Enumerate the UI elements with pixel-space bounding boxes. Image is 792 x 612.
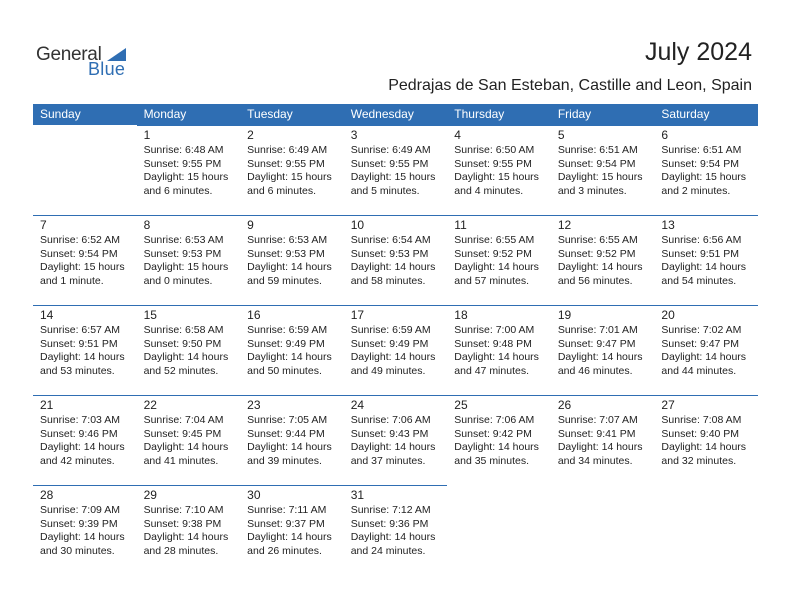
sunrise-text: Sunrise: 7:06 AM bbox=[454, 414, 535, 426]
daylight-text: Daylight: 14 hours bbox=[247, 441, 332, 453]
daylight-minutes-text: and 50 minutes. bbox=[247, 364, 322, 377]
daylight-text: Daylight: 14 hours bbox=[454, 441, 539, 453]
sunrise-text: Sunrise: 7:06 AM bbox=[350, 414, 431, 426]
daylight-minutes-text: and 56 minutes. bbox=[557, 274, 633, 287]
day-cell bbox=[137, 395, 241, 485]
sunset-text: Sunset: 9:54 PM bbox=[557, 157, 636, 170]
sunrise-text: Sunrise: 7:08 AM bbox=[661, 414, 742, 426]
daylight-minutes-text: and 47 minutes. bbox=[454, 364, 529, 377]
day-cell bbox=[240, 125, 344, 215]
sunrise-text: Sunrise: 7:03 AM bbox=[40, 414, 120, 426]
sunset-text: Sunset: 9:40 PM bbox=[661, 427, 740, 440]
sunset-text: Sunset: 9:51 PM bbox=[661, 247, 740, 260]
daylight-text: Daylight: 14 hours bbox=[350, 531, 436, 543]
day-number: 29 bbox=[143, 488, 157, 502]
sunset-text: Sunset: 9:53 PM bbox=[350, 247, 429, 260]
daylight-text: Daylight: 15 hours bbox=[143, 171, 229, 183]
day-number: 19 bbox=[557, 308, 572, 322]
daylight-text: Daylight: 14 hours bbox=[247, 261, 332, 273]
day-cell bbox=[240, 305, 344, 395]
logo-blue-text: Blue bbox=[88, 59, 126, 79]
daylight-minutes-text: and 0 minutes. bbox=[143, 274, 213, 287]
day-cell bbox=[654, 125, 758, 215]
daylight-minutes-text: and 24 minutes. bbox=[350, 544, 426, 557]
daylight-text: Daylight: 14 hours bbox=[454, 351, 539, 363]
day-number: 24 bbox=[350, 398, 365, 412]
day-cell bbox=[551, 125, 655, 215]
weekday-saturday: Saturday bbox=[661, 107, 710, 121]
daylight-minutes-text: and 26 minutes. bbox=[247, 544, 322, 557]
weekday-header bbox=[33, 104, 758, 125]
day-cell bbox=[137, 485, 241, 575]
daylight-minutes-text: and 1 minute. bbox=[40, 274, 104, 287]
daylight-minutes-text: and 41 minutes. bbox=[143, 454, 219, 467]
day-number: 30 bbox=[247, 488, 261, 502]
sunrise-text: Sunrise: 6:52 AM bbox=[40, 234, 120, 246]
daylight-text: Daylight: 15 hours bbox=[454, 171, 539, 183]
sunset-text: Sunset: 9:45 PM bbox=[143, 427, 222, 440]
day-cell bbox=[240, 215, 344, 305]
day-cell bbox=[654, 215, 758, 305]
daylight-minutes-text: and 49 minutes. bbox=[350, 364, 426, 377]
sunrise-text: Sunrise: 7:11 AM bbox=[247, 504, 327, 516]
day-number: 18 bbox=[454, 308, 468, 322]
daylight-minutes-text: and 58 minutes. bbox=[350, 274, 426, 287]
empty-day-cell bbox=[551, 485, 655, 575]
weekday-friday: Friday bbox=[557, 107, 592, 121]
empty-day-cell bbox=[33, 125, 137, 215]
sunset-text: Sunset: 9:44 PM bbox=[247, 427, 325, 440]
day-number: 8 bbox=[143, 218, 151, 232]
day-number: 22 bbox=[143, 398, 157, 412]
sunset-text: Sunset: 9:47 PM bbox=[661, 337, 740, 350]
day-number: 27 bbox=[661, 398, 675, 412]
sunrise-text: Sunrise: 7:00 AM bbox=[454, 324, 535, 336]
daylight-text: Daylight: 14 hours bbox=[350, 441, 436, 453]
daylight-text: Daylight: 14 hours bbox=[40, 531, 125, 543]
sunrise-text: Sunrise: 6:54 AM bbox=[350, 234, 431, 246]
daylight-text: Daylight: 14 hours bbox=[143, 531, 229, 543]
daylight-text: Daylight: 14 hours bbox=[661, 351, 747, 363]
day-number: 20 bbox=[661, 308, 675, 322]
daylight-minutes-text: and 53 minutes. bbox=[40, 364, 115, 377]
empty-day-cell bbox=[654, 485, 758, 575]
weekday-tuesday: Tuesday bbox=[247, 107, 293, 121]
page-title: July 2024 bbox=[644, 38, 752, 66]
daylight-minutes-text: and 4 minutes. bbox=[454, 184, 524, 197]
sunset-text: Sunset: 9:42 PM bbox=[454, 427, 532, 440]
empty-day-cell bbox=[447, 485, 551, 575]
day-cell bbox=[447, 125, 551, 215]
sunrise-text: Sunrise: 6:53 AM bbox=[143, 234, 224, 246]
daylight-minutes-text: and 37 minutes. bbox=[350, 454, 426, 467]
day-cell bbox=[33, 215, 137, 305]
daylight-text: Daylight: 14 hours bbox=[557, 351, 643, 363]
sunset-text: Sunset: 9:39 PM bbox=[40, 517, 118, 530]
sunrise-text: Sunrise: 6:51 AM bbox=[557, 144, 638, 156]
day-number: 31 bbox=[350, 488, 365, 502]
day-number: 26 bbox=[557, 398, 572, 412]
day-number: 25 bbox=[454, 398, 468, 412]
daylight-minutes-text: and 28 minutes. bbox=[143, 544, 219, 557]
day-cell bbox=[447, 395, 551, 485]
daylight-text: Daylight: 14 hours bbox=[40, 441, 125, 453]
daylight-minutes-text: and 44 minutes. bbox=[661, 364, 737, 377]
daylight-text: Daylight: 14 hours bbox=[350, 261, 436, 273]
weekday-sunday: Sunday bbox=[40, 107, 81, 121]
daylight-minutes-text: and 52 minutes. bbox=[143, 364, 219, 377]
sunrise-text: Sunrise: 6:53 AM bbox=[247, 234, 328, 246]
location-subtitle: Pedrajas de San Esteban, Castille and Leon, Spain bbox=[388, 77, 752, 94]
day-number: 6 bbox=[661, 128, 669, 142]
daylight-text: Daylight: 15 hours bbox=[350, 171, 436, 183]
daylight-minutes-text: and 3 minutes. bbox=[557, 184, 627, 197]
sunrise-text: Sunrise: 6:56 AM bbox=[661, 234, 742, 246]
sunrise-text: Sunrise: 6:59 AM bbox=[247, 324, 328, 336]
weekday-thursday: Thursday bbox=[454, 107, 505, 121]
sunrise-text: Sunrise: 7:02 AM bbox=[661, 324, 742, 336]
day-number: 9 bbox=[247, 218, 254, 232]
day-number: 13 bbox=[661, 218, 675, 232]
day-number: 17 bbox=[350, 308, 365, 322]
day-cell bbox=[240, 395, 344, 485]
daylight-text: Daylight: 15 hours bbox=[247, 171, 332, 183]
daylight-minutes-text: and 59 minutes. bbox=[247, 274, 322, 287]
sunset-text: Sunset: 9:38 PM bbox=[143, 517, 222, 530]
day-number: 16 bbox=[247, 308, 261, 322]
daylight-text: Daylight: 14 hours bbox=[143, 441, 229, 453]
sunrise-text: Sunrise: 7:01 AM bbox=[557, 324, 638, 336]
logo-general-text: General bbox=[36, 44, 102, 65]
day-number: 2 bbox=[247, 128, 254, 142]
daylight-minutes-text: and 6 minutes. bbox=[143, 184, 213, 197]
day-number: 21 bbox=[40, 398, 54, 412]
sunset-text: Sunset: 9:55 PM bbox=[350, 157, 429, 170]
daylight-text: Daylight: 14 hours bbox=[143, 351, 229, 363]
daylight-text: Daylight: 15 hours bbox=[40, 261, 125, 273]
daylight-minutes-text: and 2 minutes. bbox=[661, 184, 731, 197]
sunrise-text: Sunrise: 6:55 AM bbox=[557, 234, 638, 246]
day-cell bbox=[654, 395, 758, 485]
sunset-text: Sunset: 9:52 PM bbox=[557, 247, 636, 260]
day-cell bbox=[33, 485, 137, 575]
weekday-monday: Monday bbox=[143, 107, 187, 121]
daylight-minutes-text: and 5 minutes. bbox=[350, 184, 420, 197]
sunrise-text: Sunrise: 7:05 AM bbox=[247, 414, 328, 426]
sunset-text: Sunset: 9:54 PM bbox=[661, 157, 740, 170]
sunset-text: Sunset: 9:49 PM bbox=[350, 337, 429, 350]
sunrise-text: Sunrise: 7:09 AM bbox=[40, 504, 120, 516]
sunrise-text: Sunrise: 7:10 AM bbox=[143, 504, 224, 516]
day-number: 1 bbox=[143, 128, 151, 142]
sunrise-text: Sunrise: 7:07 AM bbox=[557, 414, 638, 426]
day-cell bbox=[344, 485, 448, 575]
sunrise-text: Sunrise: 6:58 AM bbox=[143, 324, 224, 336]
sunset-text: Sunset: 9:54 PM bbox=[40, 247, 118, 260]
daylight-text: Daylight: 14 hours bbox=[350, 351, 436, 363]
sunset-text: Sunset: 9:55 PM bbox=[454, 157, 532, 170]
daylight-minutes-text: and 42 minutes. bbox=[40, 454, 115, 467]
day-cell bbox=[551, 305, 655, 395]
day-number: 11 bbox=[454, 218, 467, 232]
daylight-text: Daylight: 15 hours bbox=[661, 171, 747, 183]
day-cell bbox=[344, 395, 448, 485]
daylight-text: Daylight: 14 hours bbox=[454, 261, 539, 273]
day-number: 3 bbox=[350, 128, 358, 142]
weekday-wednesday: Wednesday bbox=[350, 107, 414, 121]
daylight-minutes-text: and 30 minutes. bbox=[40, 544, 115, 557]
sunset-text: Sunset: 9:55 PM bbox=[143, 157, 222, 170]
day-number: 14 bbox=[40, 308, 54, 322]
day-number: 10 bbox=[350, 218, 365, 232]
sunrise-text: Sunrise: 7:12 AM bbox=[350, 504, 431, 516]
sunset-text: Sunset: 9:48 PM bbox=[454, 337, 532, 350]
sunrise-text: Sunrise: 6:55 AM bbox=[454, 234, 535, 246]
daylight-text: Daylight: 14 hours bbox=[247, 351, 332, 363]
sunrise-text: Sunrise: 7:04 AM bbox=[143, 414, 224, 426]
daylight-text: Daylight: 14 hours bbox=[557, 261, 643, 273]
sunrise-text: Sunrise: 6:57 AM bbox=[40, 324, 120, 336]
day-cell bbox=[137, 215, 241, 305]
daylight-text: Daylight: 14 hours bbox=[661, 261, 747, 273]
daylight-text: Daylight: 14 hours bbox=[557, 441, 643, 453]
day-number: 5 bbox=[557, 128, 565, 142]
sunset-text: Sunset: 9:43 PM bbox=[350, 427, 429, 440]
daylight-text: Daylight: 15 hours bbox=[143, 261, 229, 273]
day-number: 12 bbox=[557, 218, 572, 232]
daylight-minutes-text: and 57 minutes. bbox=[454, 274, 529, 287]
day-cell bbox=[654, 305, 758, 395]
sunset-text: Sunset: 9:47 PM bbox=[557, 337, 636, 350]
day-cell bbox=[33, 305, 137, 395]
daylight-text: Daylight: 15 hours bbox=[557, 171, 643, 183]
daylight-minutes-text: and 35 minutes. bbox=[454, 454, 529, 467]
daylight-minutes-text: and 39 minutes. bbox=[247, 454, 322, 467]
day-number: 28 bbox=[40, 488, 54, 502]
day-cell bbox=[137, 125, 241, 215]
logo bbox=[36, 44, 136, 80]
sunrise-text: Sunrise: 6:48 AM bbox=[143, 144, 224, 156]
sunset-text: Sunset: 9:50 PM bbox=[143, 337, 222, 350]
day-cell bbox=[551, 395, 655, 485]
sunset-text: Sunset: 9:53 PM bbox=[247, 247, 325, 260]
calendar-grid bbox=[33, 125, 758, 575]
daylight-minutes-text: and 6 minutes. bbox=[247, 184, 317, 197]
daylight-text: Daylight: 14 hours bbox=[40, 351, 125, 363]
daylight-minutes-text: and 32 minutes. bbox=[661, 454, 737, 467]
day-cell bbox=[137, 305, 241, 395]
day-cell bbox=[447, 305, 551, 395]
day-cell bbox=[344, 215, 448, 305]
sunrise-text: Sunrise: 6:50 AM bbox=[454, 144, 535, 156]
sunrise-text: Sunrise: 6:51 AM bbox=[661, 144, 742, 156]
day-cell bbox=[344, 305, 448, 395]
day-number: 7 bbox=[40, 218, 47, 232]
day-number: 4 bbox=[454, 128, 461, 142]
day-number: 23 bbox=[247, 398, 261, 412]
day-cell bbox=[240, 485, 344, 575]
day-cell bbox=[33, 395, 137, 485]
day-cell bbox=[447, 215, 551, 305]
daylight-minutes-text: and 54 minutes. bbox=[661, 274, 737, 287]
sunset-text: Sunset: 9:41 PM bbox=[557, 427, 636, 440]
sunrise-text: Sunrise: 6:49 AM bbox=[350, 144, 431, 156]
daylight-minutes-text: and 34 minutes. bbox=[557, 454, 633, 467]
sunset-text: Sunset: 9:53 PM bbox=[143, 247, 222, 260]
sunset-text: Sunset: 9:46 PM bbox=[40, 427, 118, 440]
daylight-text: Daylight: 14 hours bbox=[661, 441, 747, 453]
sunset-text: Sunset: 9:49 PM bbox=[247, 337, 325, 350]
sunset-text: Sunset: 9:55 PM bbox=[247, 157, 325, 170]
sunset-text: Sunset: 9:52 PM bbox=[454, 247, 532, 260]
sunrise-text: Sunrise: 6:49 AM bbox=[247, 144, 328, 156]
sunset-text: Sunset: 9:37 PM bbox=[247, 517, 325, 530]
daylight-text: Daylight: 14 hours bbox=[247, 531, 332, 543]
day-cell bbox=[344, 125, 448, 215]
sunrise-text: Sunrise: 6:59 AM bbox=[350, 324, 431, 336]
sunset-text: Sunset: 9:51 PM bbox=[40, 337, 118, 350]
day-cell bbox=[551, 215, 655, 305]
sunset-text: Sunset: 9:36 PM bbox=[350, 517, 429, 530]
day-number: 15 bbox=[143, 308, 157, 322]
daylight-minutes-text: and 46 minutes. bbox=[557, 364, 633, 377]
